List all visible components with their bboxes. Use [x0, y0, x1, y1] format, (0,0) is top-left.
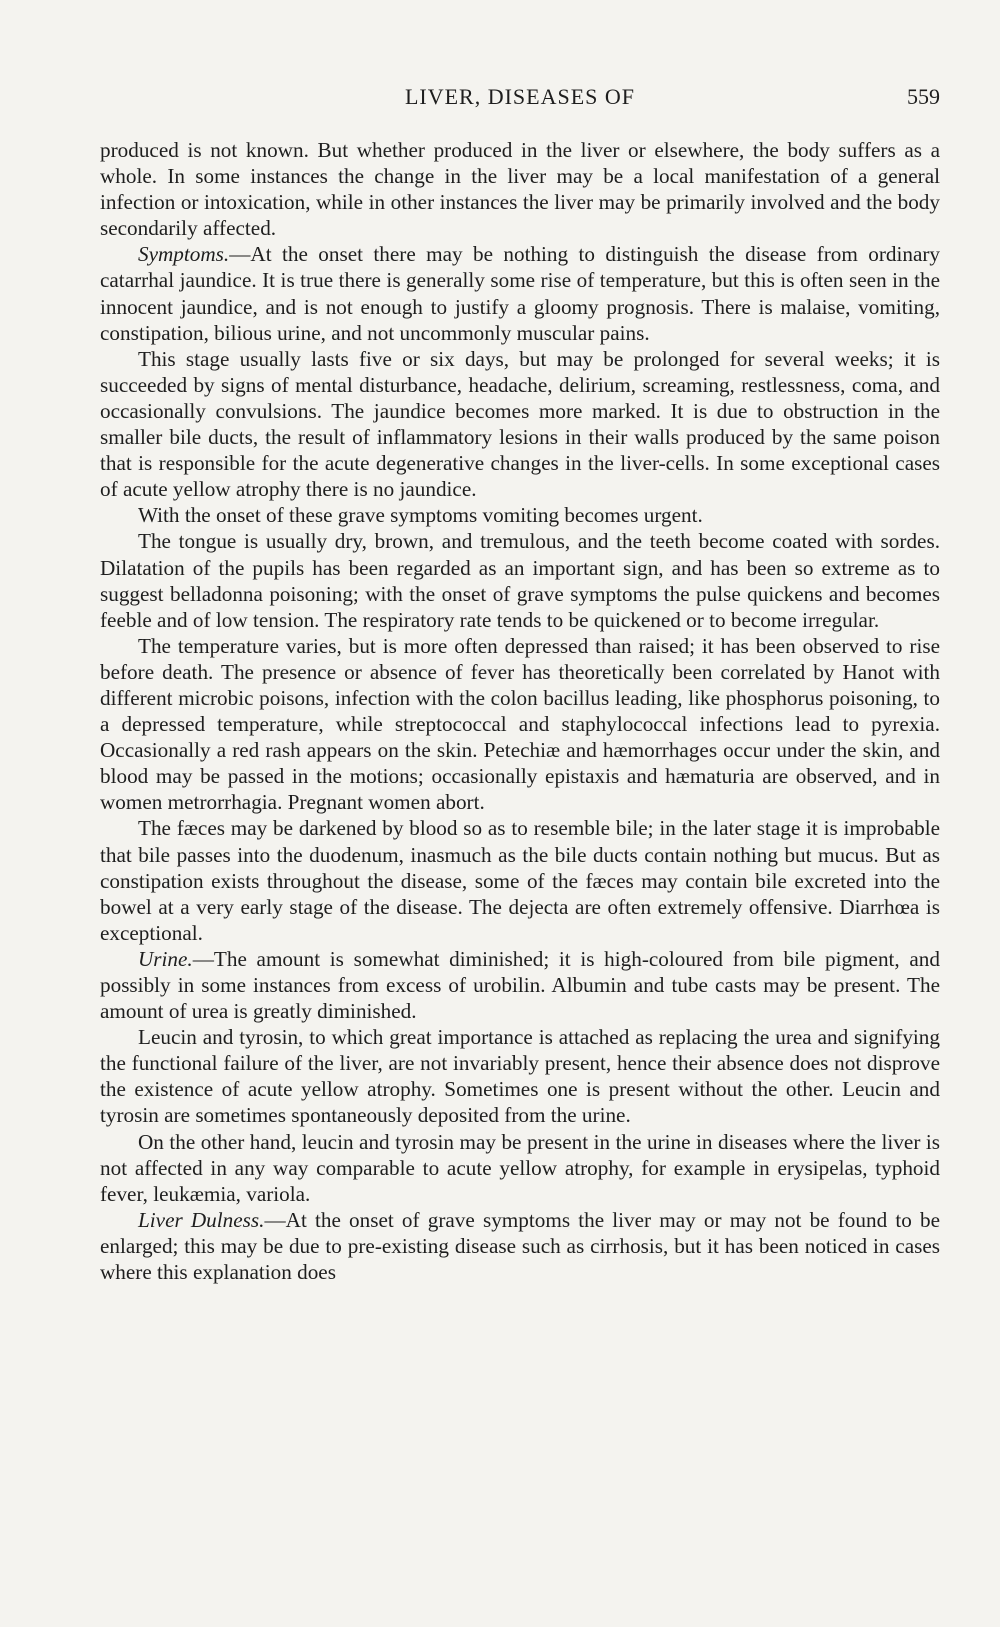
paragraph: The tongue is usually dry, brown, and tremulous, and the teeth become coated with sordes. Dilatation of the pupils has been regarded as an important sign, and has been so extreme as to suggest belladonna poisoning; with the onset of grave symptoms the pulse quickens and becomes feeble and of low tension. The respiratory rate tends to be quickened or to become irregular. — [100, 529, 940, 632]
paragraph-symptoms: Symptoms.—At the onset there may be nothing to distinguish the disease from ordinary catarrhal jaundice. It is true there is generally some rise of temperature, but this is often seen in the innocent jaundice, and is not enough to justify a gloomy prognosis. There is malaise, vomiting, constipation, bilious urine, and not uncommonly muscular pains. — [100, 242, 940, 345]
section-heading: Liver Dulness. — [138, 1207, 265, 1232]
page-number: 559 — [907, 84, 940, 109]
section-heading: Urine. — [138, 946, 193, 971]
paragraph: produced is not known. But whether produced in the liver or elsewhere, the body suffers as a whole. In some instances the change in the liver may be a local manifestation of a general infection or intoxication, while in other instances the liver may be primarily involved and the body secondarily affected. — [100, 138, 940, 241]
paragraph: This stage usually lasts five or six days, but may be prolonged for several weeks; it is succeeded by signs of mental disturbance, headache, delirium, screaming, restlessness, coma, and occasionally convulsions. The jaundice becomes more marked. It is due to obstruction in the smaller bile ducts, the result of inflammatory lesions in their walls produced by the same poison that is responsible for the acute degenerative changes in the liver-cells. In some exceptional cases of acute yellow atrophy there is no jaundice. — [100, 346, 940, 502]
paragraph: On the other hand, leucin and tyrosin may be present in the urine in diseases where the liver is not affected in any way comparable to acute yellow atrophy, for example in erysipelas, typhoid fever, leukæmia, variola. — [100, 1129, 940, 1206]
paragraph: With the onset of these grave symptoms vomiting becomes urgent. — [138, 503, 703, 528]
paragraph: The temperature varies, but is more often depressed than raised; it has been observed to rise before death. The presence or absence of fever has theoretically been correlated by Hanot with different microbic poisons, infection with the colon bacillus leading, like phosphorus poisoning, to a depressed temperature, while streptococcal and staphylococcal infections lead to pyrexia. Occasionally a red rash appears on the skin. Petechiæ and hæmorrhages occur under the skin, and blood may be passed in the motions; occasionally epistaxis and hæmaturia are observed, and in women metrorrhagia. Pregnant women abort. — [100, 633, 940, 815]
section-heading: Symptoms. — [138, 242, 230, 267]
paragraph-urine: Urine.—The amount is somewhat diminished; it is high-coloured from bile pigment, and possibly in some instances from excess of urobilin. Albumin and tube casts may be present. The amount of urea is greatly diminished. — [100, 946, 940, 1024]
paragraph: Leucin and tyrosin, to which great importance is attached as replacing the urea and signifying the functional failure of the liver, are not invariably present, hence their absence does not disprove the existence of acute yellow atrophy. Sometimes one is present without the other. Leucin and tyrosin are sometimes spontaneously deposited from the urine. — [100, 1025, 940, 1128]
paragraph-liver-dulness: Liver Dulness.—At the onset of grave symptoms the liver may or may not be found to be enlarged; this may be due to pre-existing disease such as cirrhosis, but it has been noticed in cases where this explanation does — [100, 1207, 940, 1285]
body-text — [100, 137, 940, 1285]
running-header — [100, 84, 940, 114]
running-title: LIVER, DISEASES OF — [404, 84, 636, 109]
paragraph: The fæces may be darkened by blood so as to resemble bile; in the later stage it is improbable that bile passes into the duodenum, inasmuch as the bile ducts contain nothing but mucus. But as constipation exists throughout the disease, some of the fæces may contain bile excreted into the bowel at a very early stage of the disease. The dejecta are often extremely offensive. Diarrhœa is exceptional. — [100, 816, 940, 945]
